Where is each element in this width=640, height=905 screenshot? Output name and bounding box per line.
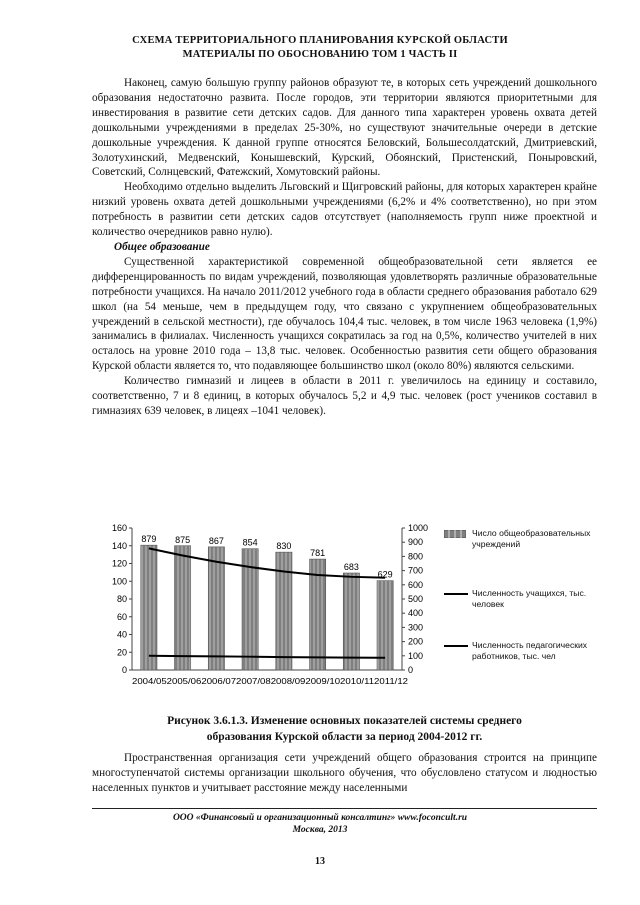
left-tick-label: 140 [111, 540, 127, 551]
legend-line-swatch [444, 590, 468, 598]
chart-legend [442, 520, 602, 695]
legend-bar-swatch [444, 530, 466, 538]
page-header [0, 34, 640, 62]
bar [141, 545, 157, 670]
figure-caption [92, 713, 597, 745]
bar [343, 573, 359, 670]
left-tick-label: 60 [116, 611, 127, 622]
continuation-text [92, 751, 597, 796]
bar-data-label: 879 [141, 534, 157, 545]
left-tick-label: 120 [111, 558, 127, 569]
left-tick-label: 0 [121, 665, 127, 675]
right-tick-label: 400 [408, 608, 424, 619]
bar-data-label: 875 [175, 534, 191, 545]
footer-company: ООО «Финансовый и организационный консалтинг» www.foconcult.ru [172, 813, 468, 823]
bar-data-label: 683 [343, 562, 359, 573]
right-tick-label: 500 [408, 594, 424, 604]
caption-line: образования Курской области за период 2004-2012 гг. [206, 731, 483, 743]
left-tick-label: 40 [116, 629, 127, 640]
bar-data-label: 867 [208, 535, 224, 546]
page-footer [0, 812, 640, 836]
right-tick-label: 300 [408, 622, 424, 633]
right-tick-label: 1000 [408, 523, 429, 533]
legend-label: Численность педагогических работников, тыс. чел [472, 640, 588, 661]
bar [175, 546, 191, 670]
page-number: 13 [315, 856, 325, 867]
left-tick-label: 100 [111, 576, 127, 587]
chart-plot [92, 520, 442, 695]
left-tick-label: 80 [116, 594, 127, 604]
right-tick-label: 900 [408, 537, 424, 548]
left-tick-label: 160 [111, 523, 127, 533]
right-tick-label: 800 [408, 551, 424, 562]
bar-data-label: 781 [310, 548, 326, 559]
footer-divider [92, 808, 597, 809]
left-tick-label: 20 [116, 647, 127, 658]
section-subheading: Общее образование [114, 240, 210, 253]
paragraph: Наконец, самую большую группу районов образуют те, в которых сеть учреждений дошкольного образования недостаточно развита. После городов, эти территории являются приоритетными для инвестирования в развитие сети детских садов. Для данного типа характерен уровень охвата детей дошкольными учреждениями в пределах 25-30%, но существуют значительные очереди в детские дошкольные учреждения. К данной группе относятся Беловский, Большесолдатский, Дмитриевский, Золотухинский, Медвенский, Конышевский, Курский, Обоянский, Пристенский, Поныровский, Советский, Солнцевский, Фатежский, Хомутовский районы. [92, 77, 597, 179]
legend-label: Численность учащихся, тыс. человек [472, 588, 587, 609]
legend-line-swatch [444, 642, 468, 650]
right-tick-label: 200 [408, 636, 424, 647]
bar [208, 547, 224, 670]
right-tick-label: 100 [408, 650, 424, 661]
caption-line: Рисунок 3.6.1.3. Изменение основных показателей системы среднего [167, 715, 522, 727]
header-title: СХЕМА ТЕРРИТОРИАЛЬНОГО ПЛАНИРОВАНИЯ КУРСКОЙ ОБЛАСТИ [132, 35, 508, 46]
paragraph: Количество гимназий и лицеев в области в 2011 г. увеличилось на единицу и составило, соответственно, 7 и 8 единиц, в которых обучалось 5,2 и 4,9 тыс. человек (рост учеников составил в гимназиях 639 человек, в лицеях –1041 человек). [92, 375, 597, 417]
legend-label: Число общеобразовательных учреждений [472, 528, 591, 549]
main-text [92, 76, 597, 419]
paragraph: Необходимо отдельно выделить Льговский и Щигровский районы, для которых характерен крайне низкий уровень охвата детей дошкольными учреждениями (6,2% и 4% соответственно), но при этом потребность в развитии сети детских садов отсутствует (наполняемость групп ниже проектной и количество очередников равно нулю). [92, 181, 597, 239]
right-tick-label: 600 [408, 579, 424, 590]
header-subtitle: МАТЕРИАЛЫ ПО ОБОСНОВАНИЮ ТОМ 1 ЧАСТЬ II [182, 49, 458, 60]
right-tick-label: 0 [408, 665, 414, 675]
bar-data-label: 830 [276, 541, 292, 552]
bar [377, 581, 393, 670]
bar-data-label: 629 [377, 569, 393, 580]
education-chart [92, 520, 602, 695]
paragraph: Пространственная организация сети учреждений общего образования строится на принципе многоступенчатой системы организации школьного обучения, что обусловлено статусом и людностью населенных пунктов и учитывает расстояние между населенными [92, 752, 597, 794]
x-category-labels: 2004/052005/062006/072007/082008/092009/102010/112011/12 [132, 676, 409, 686]
paragraph: Существенной характеристикой современной общеобразовательной сети является ее дифференцированность по видам учреждений, позволяющая удовлетворять различные образовательные потребности учащихся. На начало 2011/2012 учебного года в области среднего образования работало 629 школ (на 54 меньше, чем в предыдущем году, что связано с укрупнением общеобразовательных учреждений в сельской местности), где обучалось 104,4 тыс. человек, в том числе 1963 человека (1,9%) занимались в филиалах. Численность учащихся сократилась за год на 0,5%, количество учителей в них осталось на уровне 2010 года – 13,8 тыс. человек. Особенностью развития сети общего образования Курской области является то, что подавляющее большинство школ (около 80%) являются сельскими. [92, 255, 597, 373]
right-tick-label: 700 [408, 565, 424, 576]
bar-data-label: 854 [242, 537, 258, 548]
footer-city: Москва, 2013 [292, 825, 348, 835]
